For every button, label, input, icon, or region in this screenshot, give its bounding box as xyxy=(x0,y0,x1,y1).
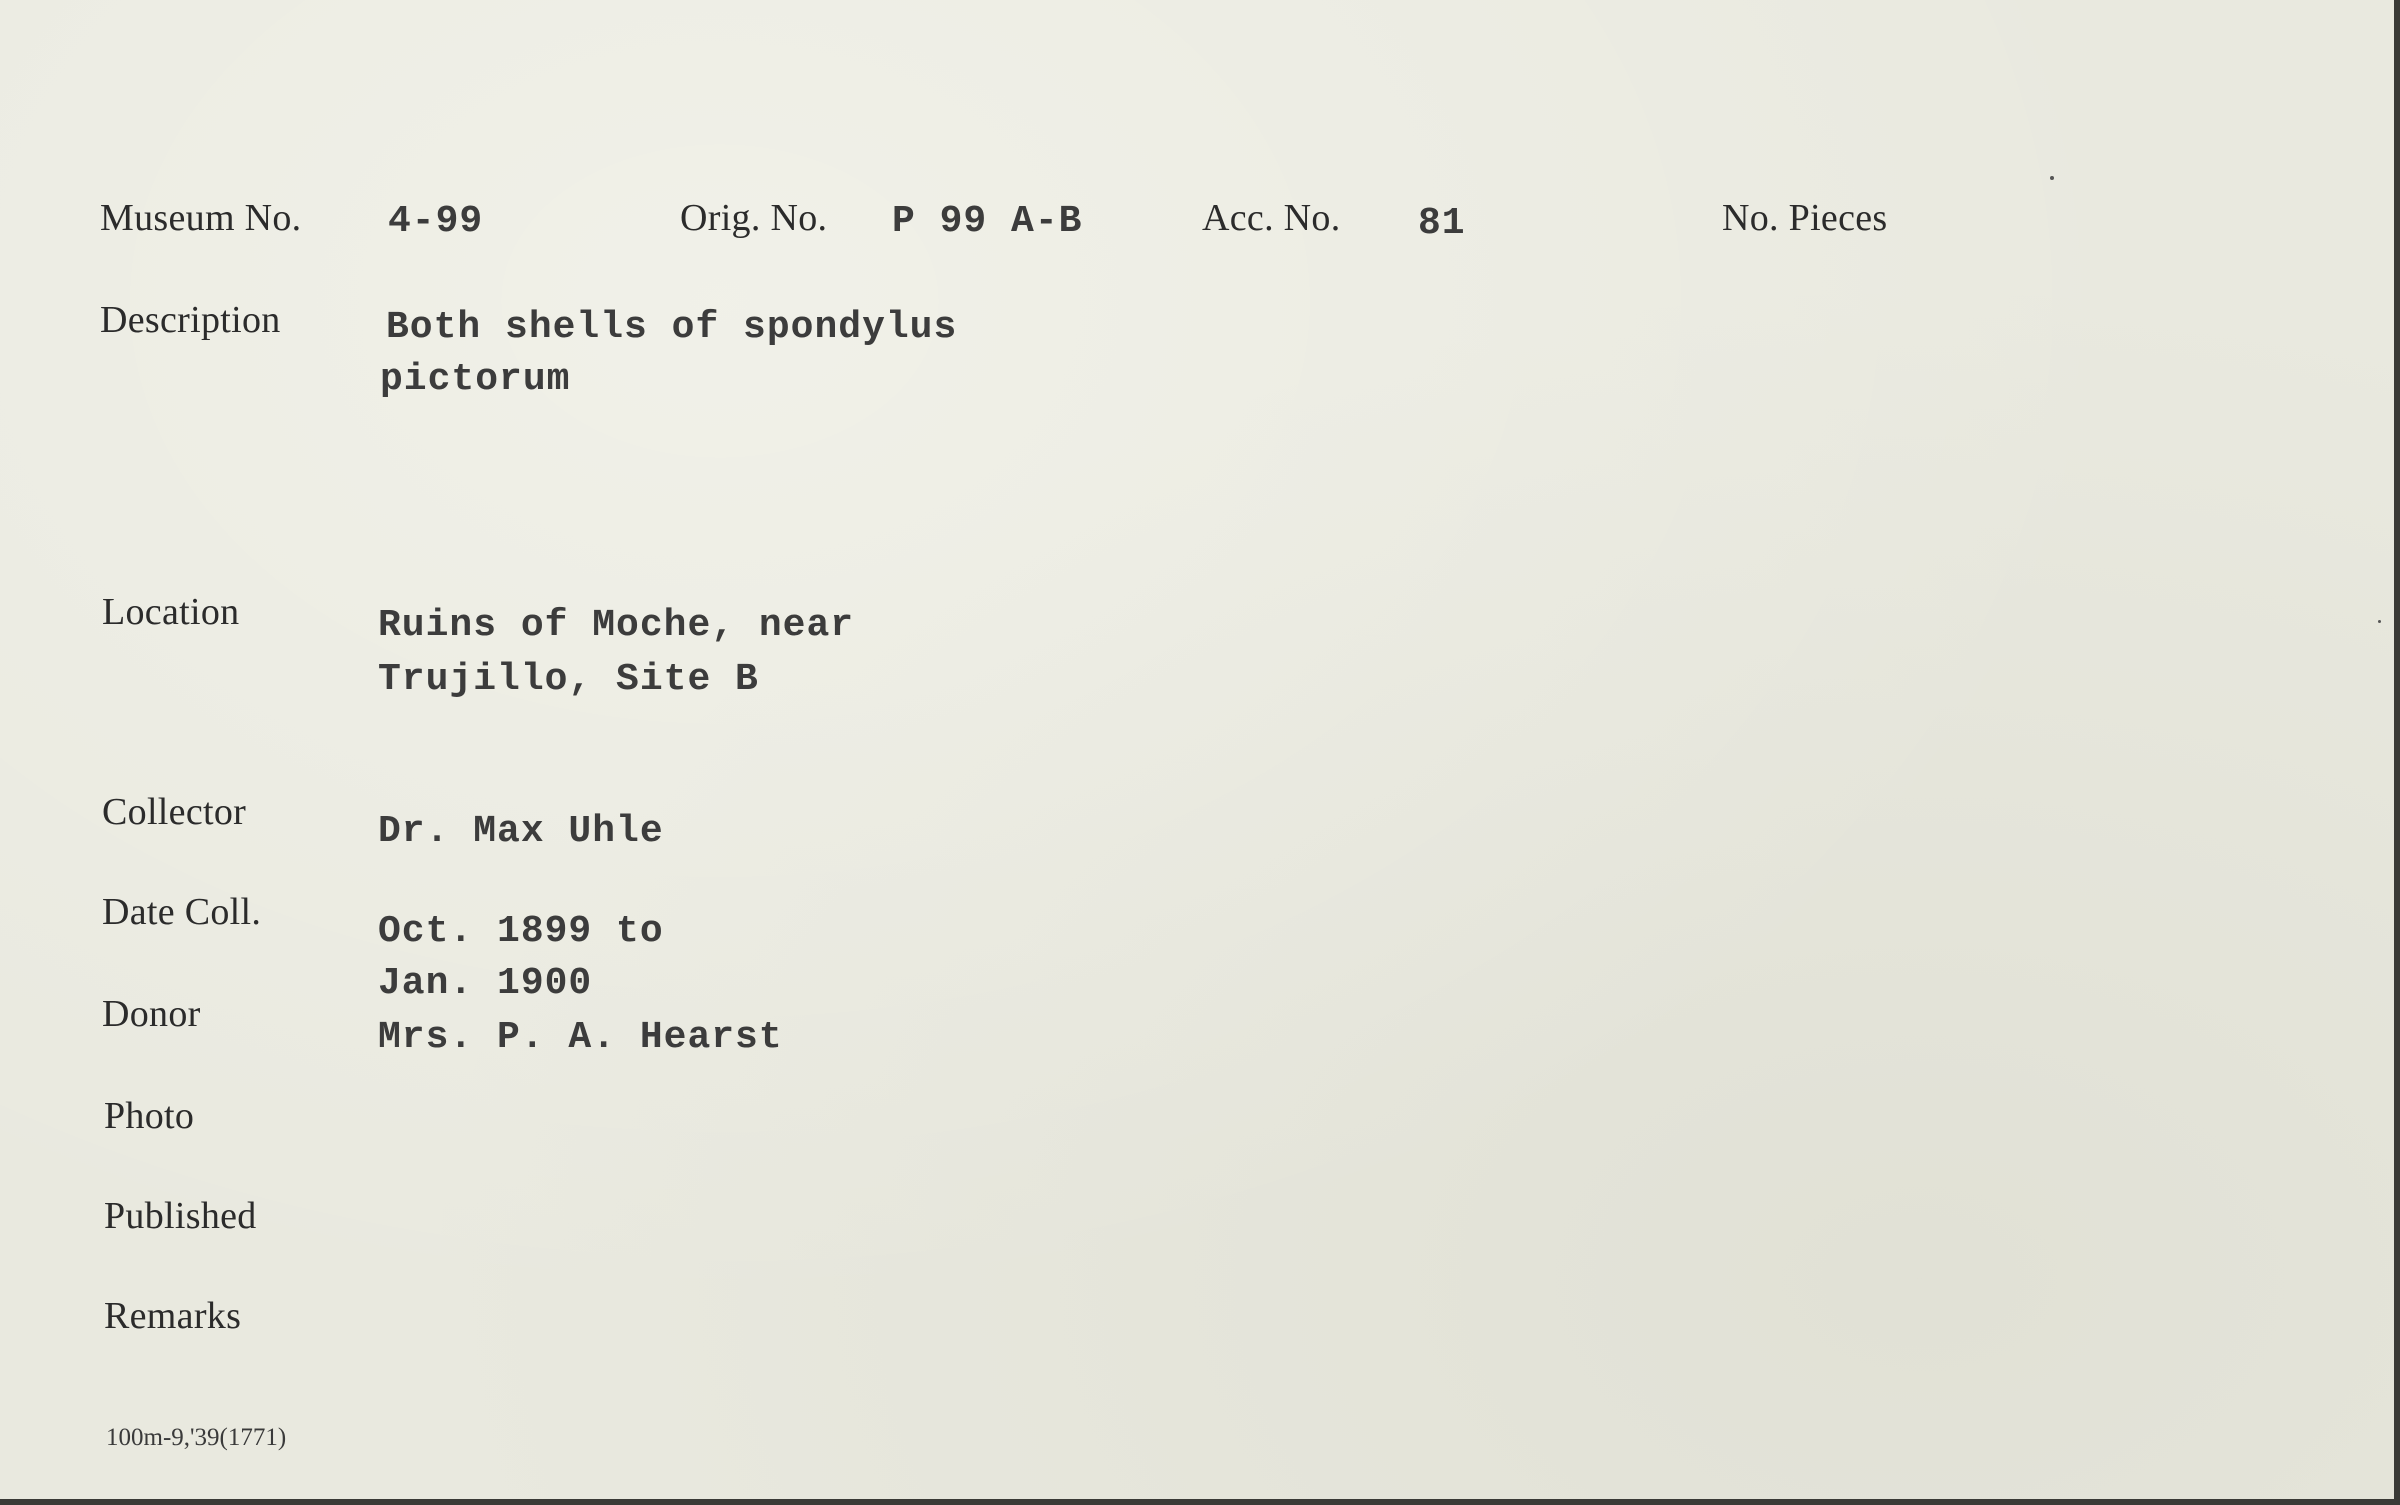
description-line-2: pictorum xyxy=(380,358,571,401)
museum-no-label: Museum No. xyxy=(100,197,302,239)
orig-no-label: Orig. No. xyxy=(680,197,828,239)
card-edge-right xyxy=(2394,0,2400,1505)
date-coll-label: Date Coll. xyxy=(102,891,262,933)
no-pieces-label: No. Pieces xyxy=(1722,197,1888,239)
collector-value: Dr. Max Uhle xyxy=(378,810,664,853)
photo-label: Photo xyxy=(104,1095,195,1137)
date-line-2: Jan. 1900 xyxy=(378,962,593,1005)
card-edge-bottom xyxy=(0,1499,2400,1505)
description-label: Description xyxy=(100,299,281,341)
acc-no-value: 81 xyxy=(1418,202,1466,245)
published-label: Published xyxy=(104,1195,257,1237)
remarks-label: Remarks xyxy=(104,1295,242,1337)
collector-label: Collector xyxy=(102,791,247,833)
date-line-1: Oct. 1899 to xyxy=(378,910,664,953)
museum-no-value: 4-99 xyxy=(388,200,484,243)
paper-speck xyxy=(2050,176,2054,180)
print-code: 100m-9,'39(1771) xyxy=(106,1424,287,1451)
location-label: Location xyxy=(102,591,240,633)
orig-no-value: P 99 A-B xyxy=(892,200,1083,243)
donor-value: Mrs. P. A. Hearst xyxy=(378,1016,783,1059)
location-line-2: Trujillo, Site B xyxy=(378,658,759,701)
location-line-1: Ruins of Moche, near xyxy=(378,604,855,647)
description-line-1: Both shells of spondylus xyxy=(386,306,958,349)
donor-label: Donor xyxy=(102,993,201,1035)
acc-no-label: Acc. No. xyxy=(1202,197,1341,239)
paper-speck xyxy=(2378,620,2381,623)
